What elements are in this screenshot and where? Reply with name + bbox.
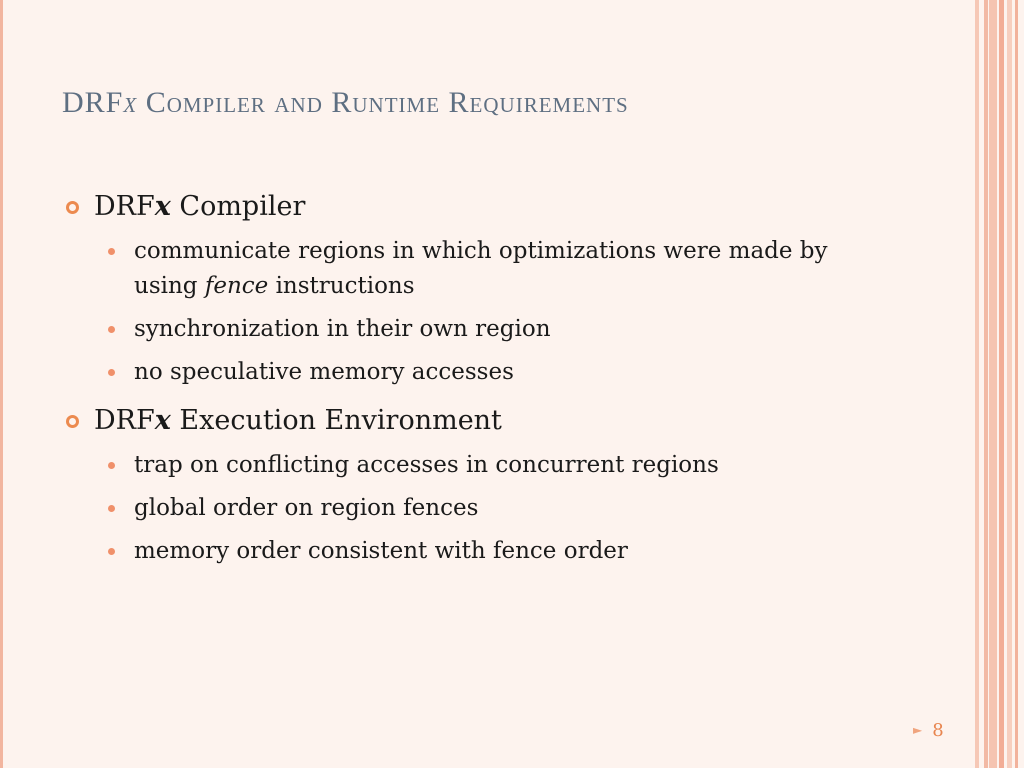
title-variable: x bbox=[123, 86, 138, 119]
heading-variable: x bbox=[154, 191, 171, 222]
item-text: synchronization in their own region bbox=[134, 316, 551, 342]
item-text: no speculative memory accesses bbox=[134, 359, 514, 385]
ring-bullet-icon bbox=[66, 201, 79, 214]
dot-bullet-icon bbox=[108, 248, 115, 255]
decorative-stripe bbox=[999, 0, 1004, 768]
heading-rest: Execution Environment bbox=[170, 405, 502, 436]
item-text: memory order consistent with fence order bbox=[134, 538, 628, 564]
page-number-value: 8 bbox=[932, 720, 944, 741]
dot-bullet-icon bbox=[108, 462, 115, 469]
slide-title bbox=[62, 86, 629, 120]
decorative-stripe bbox=[975, 0, 979, 768]
list-item bbox=[62, 234, 862, 304]
heading-prefix: DRF bbox=[94, 405, 155, 436]
ring-bullet-icon bbox=[66, 415, 79, 428]
heading-prefix: DRF bbox=[94, 191, 155, 222]
list-item bbox=[62, 448, 862, 483]
heading-rest: Compiler bbox=[170, 191, 306, 222]
bullet-list bbox=[62, 234, 862, 390]
item-text: global order on region fences bbox=[134, 495, 479, 521]
title-rest: Compiler and Runtime Requirements bbox=[137, 86, 629, 119]
list-item bbox=[62, 355, 862, 390]
section-heading bbox=[62, 190, 862, 224]
list-item bbox=[62, 491, 862, 526]
item-text: trap on conflicting accesses in concurrent regions bbox=[134, 452, 719, 478]
page-number bbox=[913, 720, 944, 741]
dot-bullet-icon bbox=[108, 326, 115, 333]
section-execution-environment bbox=[62, 404, 862, 569]
title-prefix: DRF bbox=[62, 86, 124, 119]
bullet-list bbox=[62, 448, 862, 569]
decorative-stripe bbox=[989, 0, 997, 768]
decorative-stripe bbox=[1007, 0, 1012, 768]
item-text: instructions bbox=[268, 273, 415, 299]
dot-bullet-icon bbox=[108, 369, 115, 376]
triangle-arrow-icon: ► bbox=[913, 723, 923, 737]
dot-bullet-icon bbox=[108, 548, 115, 555]
decorative-stripe bbox=[1015, 0, 1018, 768]
list-item bbox=[62, 534, 862, 569]
item-text: communicate regions in which optimizations were made by using bbox=[134, 238, 828, 299]
section-heading bbox=[62, 404, 862, 438]
left-border bbox=[0, 0, 3, 768]
decorative-stripe bbox=[984, 0, 988, 768]
dot-bullet-icon bbox=[108, 505, 115, 512]
item-emphasis: fence bbox=[204, 273, 269, 299]
section-compiler bbox=[62, 190, 862, 390]
list-item bbox=[62, 312, 862, 347]
slide-content bbox=[62, 190, 862, 583]
heading-variable: x bbox=[154, 405, 171, 436]
